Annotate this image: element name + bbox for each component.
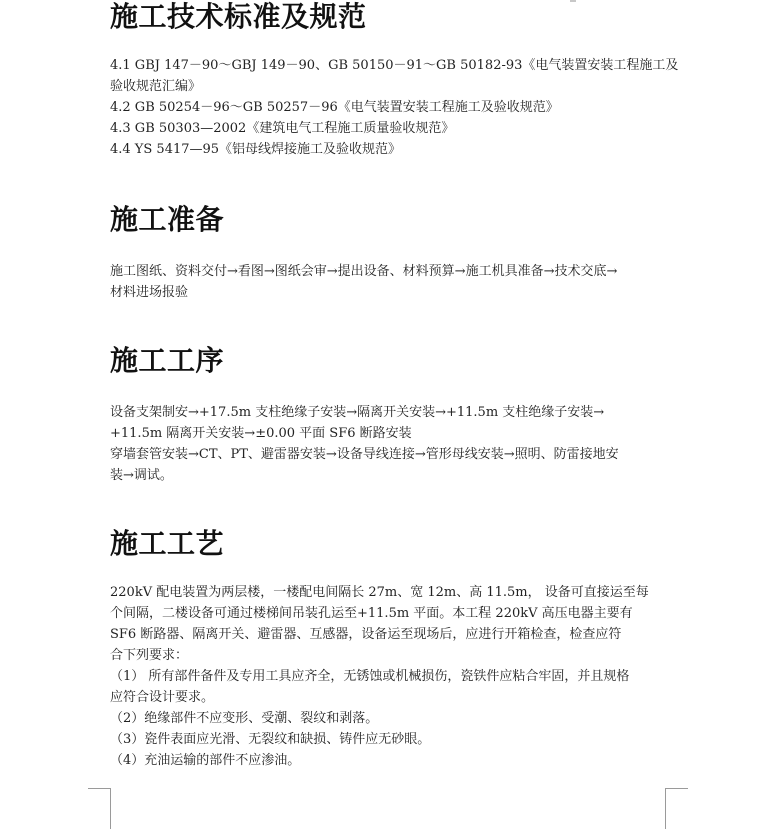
text-line: 个间隔，二楼设备可通过楼梯间吊装孔运至+11.5m 平面。本工程 220kV 高压电器主要有 [110, 606, 633, 621]
text-line: 材料进场报验 [110, 285, 189, 300]
section-procedure [110, 344, 672, 486]
text-line: SF6 断路器、隔离开关、避雷器、互感器，设备运至现场后，应进行开箱检查，检查应符 [110, 627, 622, 642]
section-paragraph [110, 55, 679, 160]
text-line: 应符合设计要求。 [110, 690, 215, 705]
section-paragraph [110, 261, 672, 303]
page-corner-mark-right [665, 788, 688, 829]
section-heading: 施工技术标准及规范 [110, 0, 367, 33]
text-line: 设备支架制安→+17.5m 支柱绝缘子安装→隔离开关安装→+11.5m 支柱绝缘子安装→ [110, 405, 605, 420]
section-standards [110, 0, 679, 160]
section-paragraph [110, 402, 672, 486]
section-process [110, 527, 672, 771]
section-paragraph [110, 582, 672, 771]
section-heading: 施工准备 [110, 203, 225, 236]
text-line: （1） 所有部件备件及专用工具应齐全，无锈蚀或机械损伤，瓷铁件应粘合牢固，并且规格 [110, 669, 630, 684]
text-line: 合下列要求： [110, 648, 189, 663]
section-heading: 施工工艺 [110, 527, 225, 560]
text-line: （3）瓷件表面应光滑、无裂纹和缺损、铸件应无砂眼。 [110, 732, 431, 747]
text-line: +11.5m 隔离开关安装→±0.00 平面 SF6 断路安装 [110, 426, 412, 441]
text-line: 4.4 YS 5417—95《铝母线焊接施工及验收规范》 [110, 142, 402, 157]
text-line: 验收规范汇编》 [110, 79, 202, 94]
text-line: （4）充油运输的部件不应渗油。 [110, 753, 301, 768]
text-line: 4.2 GB 50254－96～GB 50257－96《电气装置安装工程施工及验收规范》 [110, 100, 559, 115]
text-line: 穿墙套管安装→CT、PT、避雷器安装→设备导线连接→管形母线安装→照明、防雷接地安 [110, 447, 619, 462]
page-corner-mark-left [88, 788, 111, 829]
text-line: 4.3 GB 50303—2002《建筑电气工程施工质量验收规范》 [110, 121, 455, 136]
section-heading: 施工工序 [110, 344, 225, 377]
text-line: 施工图纸、资料交付→看图→图纸会审→提出设备、材料预算→施工机具准备→技术交底→ [110, 264, 618, 279]
text-line: （2）绝缘部件不应变形、受潮、裂纹和剥落。 [110, 711, 379, 726]
text-line: 4.1 GBJ 147－90～GBJ 149－90、GB 50150－91～GB 50182-93《电气装置安装工程施工及 [110, 58, 679, 73]
section-preparation [110, 203, 672, 303]
text-line: 装→调试。 [110, 468, 173, 483]
text-line: 220kV 配电装置为两层楼，一楼配电间隔长 27m、宽 12m、高 11.5m， 设备可直接运至每 [110, 585, 649, 600]
